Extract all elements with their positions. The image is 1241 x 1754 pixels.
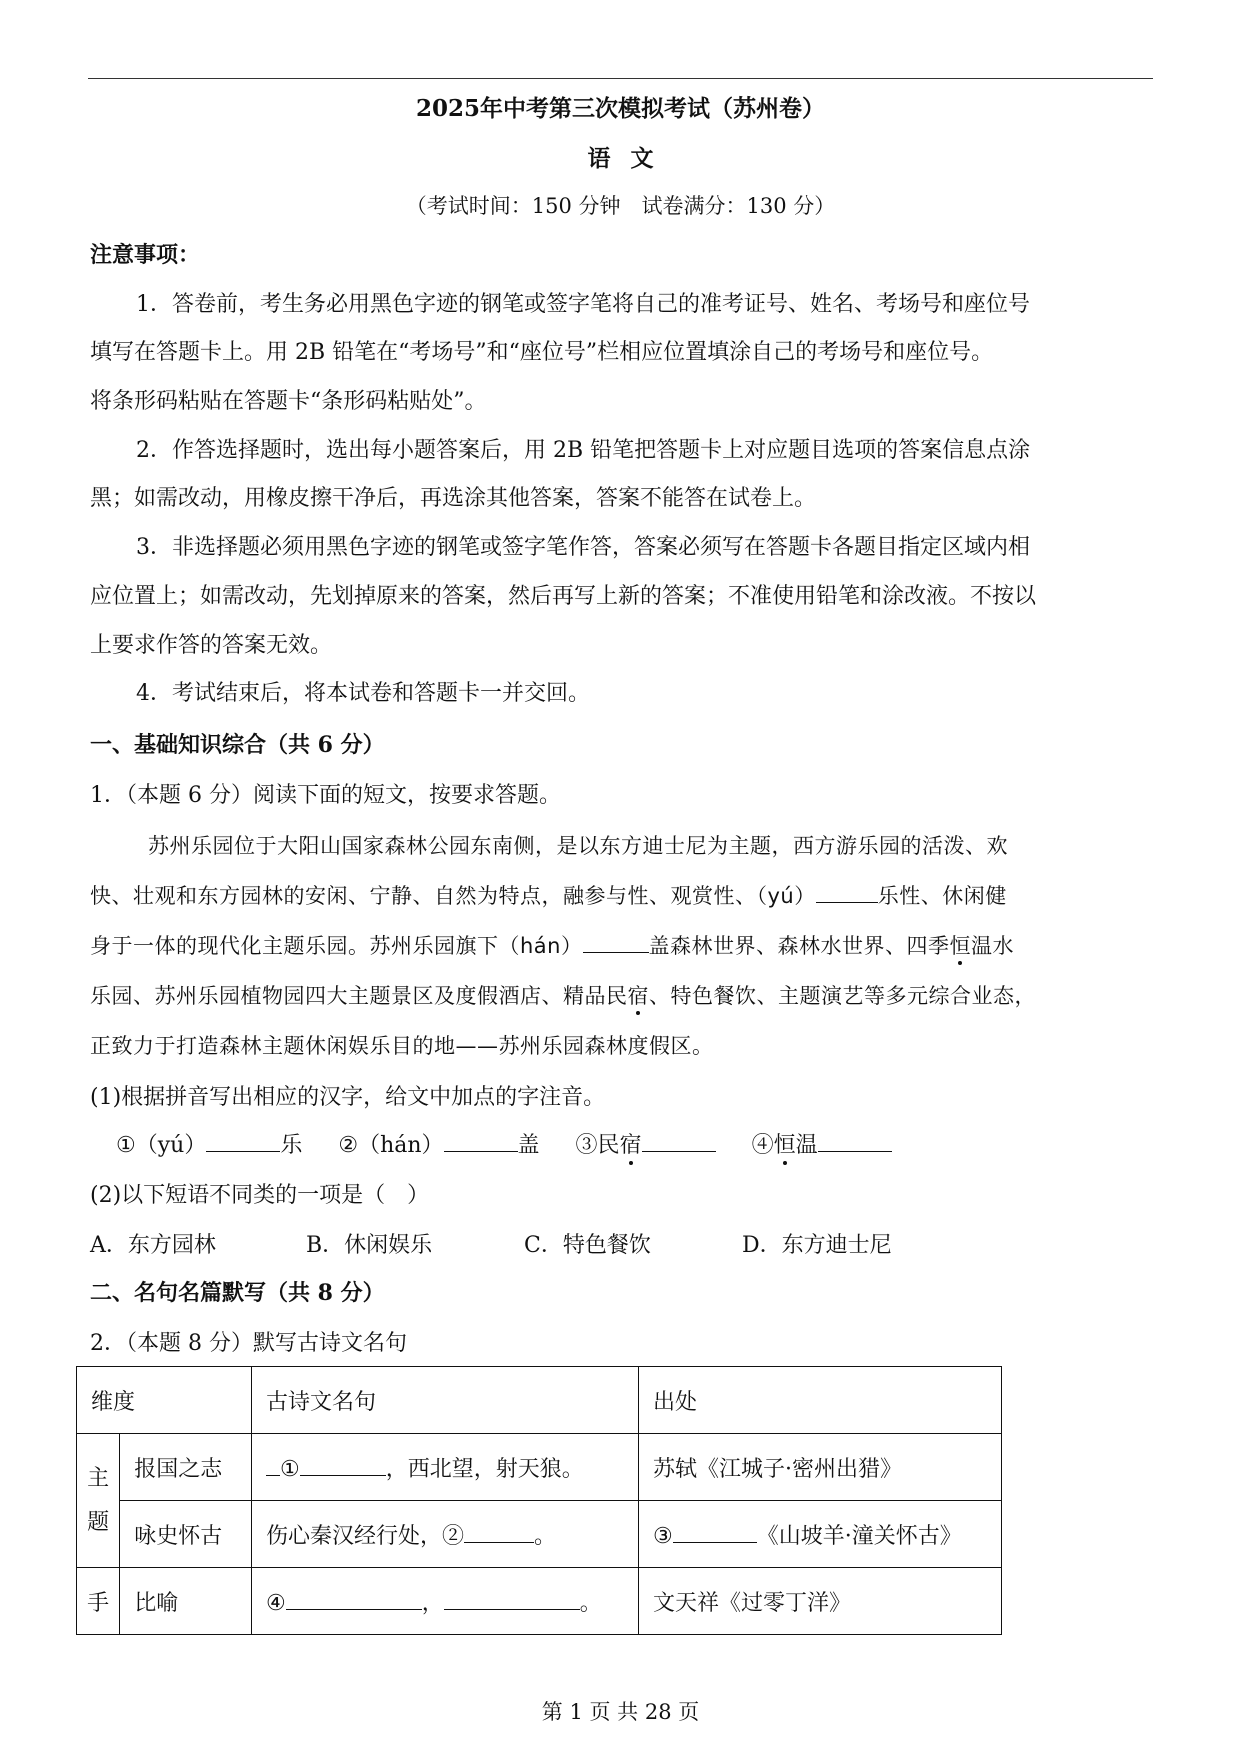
answer-blank[interactable] bbox=[444, 1589, 580, 1610]
passage-line: 身于一体的现代化主题乐园。苏州乐园旗下（hán） 盖森林世界、森林水世界、四季恒温水 bbox=[90, 934, 1014, 958]
notice-line: 应位置上；如需改动，先划掉原来的答案，然后再写上新的答案；不准使用铅笔和涂改液。不按以 bbox=[90, 584, 1037, 609]
answer-blank[interactable] bbox=[444, 1131, 518, 1152]
quote-cell: 伤心秦汉经行处，② 。 bbox=[252, 1501, 639, 1568]
dotted-char: 恒 bbox=[773, 1133, 796, 1158]
exam-time-info: （考试时间：150 分钟 试卷满分：130 分） bbox=[405, 194, 836, 218]
dotted-char: 宿 bbox=[619, 1133, 642, 1158]
q2-intro: 2．（本题 8 分）默写古诗文名句 bbox=[90, 1331, 407, 1356]
table-row bbox=[77, 1501, 1002, 1568]
section2-heading: 二、名句名篇默写（共 8 分） bbox=[90, 1280, 385, 1306]
option-b[interactable]: B．休闲娱乐 bbox=[306, 1233, 433, 1258]
sub1-prompt: (1)根据拼音写出相应的汉字，给文中加点的字注音。 bbox=[90, 1085, 606, 1110]
notice-line: 2．作答选择题时，选出每小题答案后，用 2B 铅笔把答题卡上对应题目选项的答案信息点涂 bbox=[136, 438, 1031, 463]
passage-line: 正致力于打造森林主题休闲娱乐目的地——苏州乐园森林度假区。 bbox=[90, 1034, 714, 1058]
quote-cell: ④ ， 。 bbox=[252, 1568, 639, 1635]
notice-line: 4．考试结束后，将本试卷和答题卡一并交回。 bbox=[136, 681, 590, 706]
page-number: 第 1 页 共 28 页 bbox=[541, 1700, 700, 1724]
table-header-dimension: 维度 bbox=[77, 1367, 252, 1434]
table-header-quote: 古诗文名句 bbox=[252, 1367, 639, 1434]
exam-title: 2025年中考第三次模拟考试（苏州卷） bbox=[415, 95, 825, 122]
answer-blank[interactable] bbox=[464, 1522, 534, 1543]
option-d[interactable]: D．东方迪士尼 bbox=[742, 1233, 892, 1258]
header-rule bbox=[88, 78, 1153, 79]
option-c[interactable]: C．特色餐饮 bbox=[524, 1233, 651, 1258]
notice-line: 黑；如需改动，用橡皮擦干净后，再选涂其他答案，答案不能答在试卷上。 bbox=[90, 486, 817, 511]
answer-blank[interactable] bbox=[206, 1131, 280, 1152]
poem-table bbox=[76, 1366, 1002, 1635]
notice-line: 1．答卷前，考生务必用黑色字迹的钢笔或签字笔将自己的准考证号、姓名、考场号和座位号 bbox=[136, 292, 1031, 317]
table-header-row bbox=[77, 1367, 1002, 1434]
answer-blank[interactable] bbox=[816, 882, 878, 903]
source-cell: 文天祥《过零丁洋》 bbox=[639, 1568, 1002, 1635]
dimension-cell: 比喻 bbox=[120, 1568, 252, 1635]
group-hand: 手 bbox=[77, 1568, 120, 1635]
notice-line: 填写在答题卡上。用 2B 铅笔在“考场号”和“座位号”栏相应位置填涂自己的考场号和座位号。 bbox=[90, 340, 994, 365]
dimension-cell: 咏史怀古 bbox=[120, 1501, 252, 1568]
answer-blank[interactable] bbox=[300, 1455, 386, 1476]
notice-line: 将条形码粘贴在答题卡“条形码粘贴处”。 bbox=[90, 389, 487, 414]
table-row bbox=[77, 1434, 1002, 1501]
answer-blank[interactable] bbox=[583, 932, 649, 953]
notice-line: 上要求作答的答案无效。 bbox=[90, 633, 333, 658]
dotted-char: 宿 bbox=[627, 984, 649, 1008]
option-a[interactable]: A．东方园林 bbox=[90, 1233, 216, 1258]
table-header-source: 出处 bbox=[639, 1367, 1002, 1434]
exam-subject: 语文 bbox=[587, 145, 674, 172]
passage-line: 快、壮观和东方园林的安闲、宁静、自然为特点，融参与性、观赏性、（yú） 乐性、休闲健 bbox=[90, 884, 1007, 908]
passage-line: 苏州乐园位于大阳山国家森林公园东南侧，是以东方迪士尼为主题，西方游乐园的活泼、欢 bbox=[148, 834, 1008, 858]
answer-blank[interactable] bbox=[642, 1131, 716, 1152]
source-cell: 苏轼《江城子·密州出猎》 bbox=[639, 1434, 1002, 1501]
answer-blank[interactable] bbox=[818, 1131, 892, 1152]
sub2-prompt: (2)以下短语不同类的一项是（ ） bbox=[90, 1183, 430, 1208]
answer-blank[interactable] bbox=[673, 1522, 757, 1543]
group-theme: 主题 bbox=[77, 1434, 120, 1568]
notice-line: 3．非选择题必须用黑色字迹的钢笔或签字笔作答，答案必须写在答题卡各题目指定区域内相 bbox=[136, 535, 1031, 560]
section1-heading: 一、基础知识综合（共 6 分） bbox=[90, 732, 385, 758]
notice-heading: 注意事项： bbox=[90, 242, 201, 268]
quote-cell: ① ，西北望，射天狼。 bbox=[252, 1434, 639, 1501]
q1-intro: 1．（本题 6 分）阅读下面的短文，按要求答题。 bbox=[90, 783, 561, 808]
source-cell: ③ 《山坡羊·潼关怀古》 bbox=[639, 1501, 1002, 1568]
answer-blank[interactable] bbox=[286, 1589, 422, 1610]
dotted-char: 恒 bbox=[949, 934, 971, 958]
table-row bbox=[77, 1568, 1002, 1635]
passage-line: 乐园、苏州乐园植物园四大主题景区及度假酒店、精品民宿、特色餐饮、主题演艺等多元综合业态， bbox=[90, 984, 1036, 1008]
sub1-items: ①（yú） 乐 ②（hán） 盖 ③民宿 ④恒温 bbox=[116, 1128, 892, 1159]
dimension-cell: 报国之志 bbox=[120, 1434, 252, 1501]
